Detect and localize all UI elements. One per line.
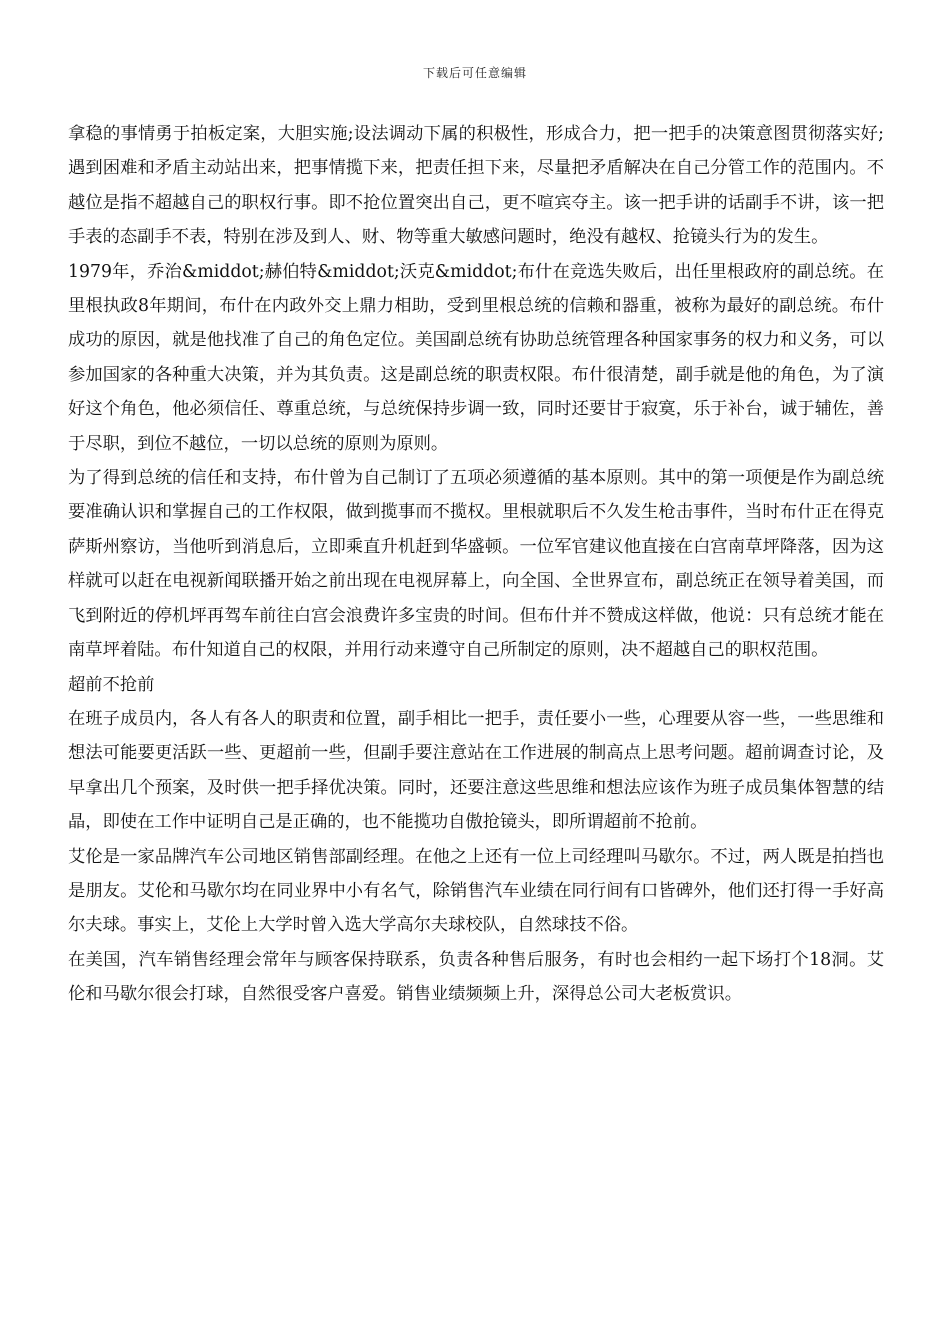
- paragraph-6: 在美国，汽车销售经理会常年与顾客保持联系，负责各种售后服务，有时也会相约一起下场打个18洞。艾伦和马歇尔很会打球，自然很受客户喜爱。销售业绩频频上升，深得总公司大老板赏识。: [68, 949, 884, 1005]
- paragraph-4: 在班子成员内，各人有各人的职责和位置，副手相比一把手，责任要小一些，心理要从容一些，一些思维和想法可能要更活跃一些、更超前一些，但副手要注意站在工作进展的制高点上思考问题。超前调查讨论，及早拿出几个预案，及时供一把手择优决策。同时，还要注意这些思维和想法应该作为班子成员集体智慧的结晶，即使在工作中证明自己是正确的，也不能揽功自傲抢镜头，即所谓超前不抢前。: [68, 708, 884, 833]
- paragraph-2: 1979年，乔治&middot;赫伯特&middot;沃克&middot;布什在竞选失败后，出任里根政府的副总统。在里根执政8年期间，布什在内政外交上鼎力相助，受到里根总统的信赖和器重，被称为最好的副总统。布什成功的原因，就是他找准了自己的角色定位。美国副总统有协助总统管理各种国家事务的权力和义务，可以参加国家的各种重大决策，并为其负责。这是副总统的职责权限。布什很清楚，副手就是他的角色，为了演好这个角色，他必须信任、尊重总统，与总统保持步调一致，同时还要甘于寂寞，乐于补台，诚于辅佐，善于尽职，到位不越位，一切以总统的原则为原则。: [68, 261, 884, 454]
- paragraph-1: 拿稳的事情勇于拍板定案，大胆实施;设法调动下属的积极性，形成合力，把一把手的决策意图贯彻落实好;遇到困难和矛盾主动站出来，把事情揽下来，把责任担下来，尽量把矛盾解决在自己分管工作的范围内。不越位是指不超越自己的职权行事。即不抢位置突出自己，更不喧宾夺主。该一把手讲的话副手不讲，该一把手表的态副手不表，特别在涉及到人、财、物等重大敏感问题时，绝没有越权、抢镜头行为的发生。: [68, 124, 884, 248]
- page-header: 下载后可任意编辑: [422, 66, 527, 80]
- paragraph-3: 为了得到总统的信任和支持，布什曾为自己制订了五项必须遵循的基本原则。其中的第一项便是作为副总统要准确认识和掌握自己的工作权限，做到揽事而不揽权。里根就职后不久发生枪击事件，当时布什正在得克萨斯州察访，当他听到消息后，立即乘直升机赶到华盛顿。一位军官建议他直接在白宫南草坪降落，因为这样就可以赶在电视新闻联播开始之前出现在电视屏幕上，向全国、全世界宣布，副总统正在领导着美国，而飞到附近的停机坪再驾车前往白宫会浪费许多宝贵的时间。但布什并不赞成这样做，他说：只有总统才能在南草坪着陆。布什知道自己的权限，并用行动来遵守自己所制定的原则，决不超越自己的职权范围。: [68, 468, 884, 661]
- paragraph-5: 艾伦是一家品牌汽车公司地区销售部副经理。在他之上还有一位上司经理叫马歇尔。不过，两人既是拍挡也是朋友。艾伦和马歇尔均在同业界中小有名气，除销售汽车业绩在同行间有口皆碑外，他们还打得一手好高尔夫球。事实上，艾伦上大学时曾入选大学高尔夫球校队，自然球技不俗。: [68, 846, 884, 936]
- document-body: [68, 117, 884, 1012]
- section-heading: 超前不抢前: [68, 674, 155, 695]
